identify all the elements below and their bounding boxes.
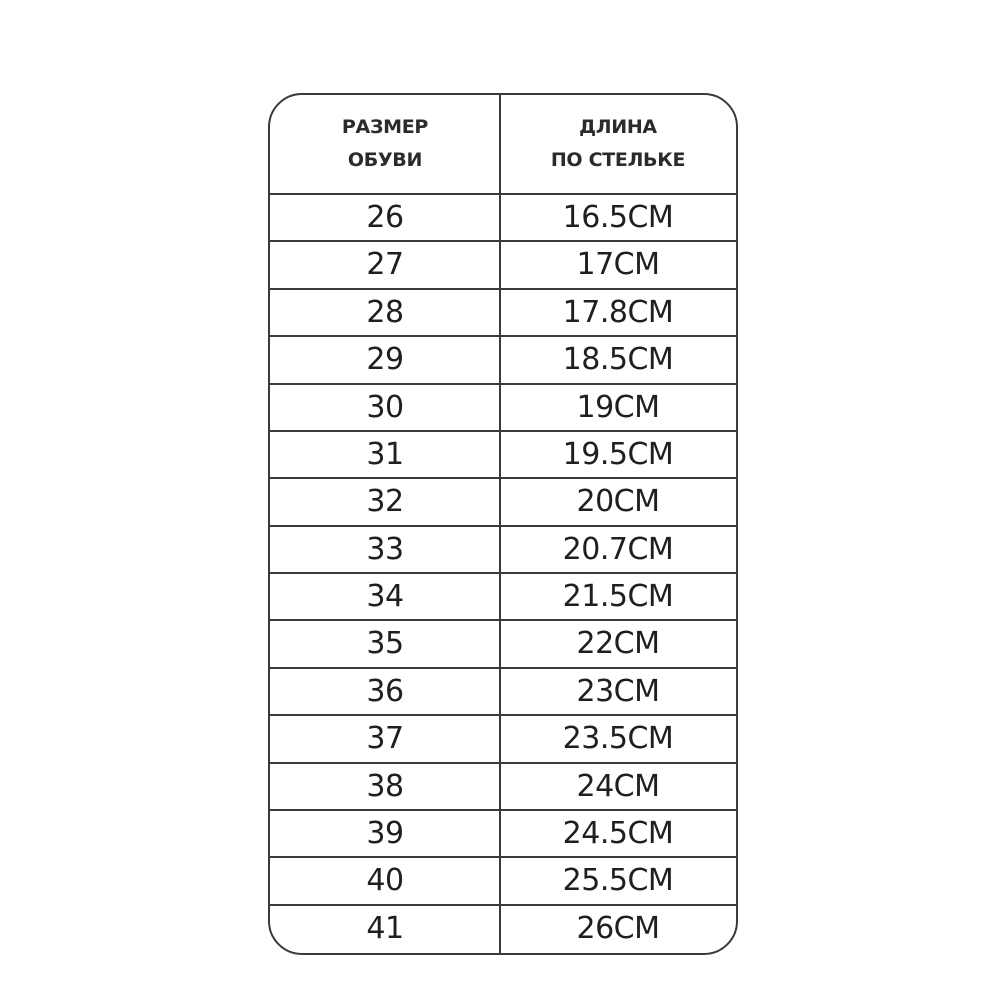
insole-length-cell: 17.8CM [562, 294, 674, 330]
table-row [270, 385, 736, 432]
shoe-size-cell: 29 [366, 342, 404, 378]
table-row [270, 432, 736, 479]
table-row [270, 764, 736, 811]
shoe-size-cell: 35 [366, 626, 404, 662]
insole-length-cell: 25.5CM [562, 863, 674, 899]
insole-length-cell: 16.5CM [562, 200, 674, 235]
shoe-size-cell: 31 [366, 436, 404, 472]
table-row [270, 242, 736, 289]
insole-length-cell: 24.5CM [562, 815, 674, 851]
shoe-size-cell: 34 [366, 579, 404, 614]
insole-length-cell: 24CM [576, 768, 660, 804]
table-row [270, 906, 736, 953]
shoe-size-cell: 41 [366, 910, 404, 946]
table-row [270, 811, 736, 858]
header-insole-length-line-1: ДЛИНА [579, 116, 657, 138]
table-row [270, 527, 736, 574]
table-body [270, 195, 736, 953]
shoe-size-cell: 39 [366, 815, 404, 851]
table-row [270, 195, 736, 242]
header-insole-length-line-2: ПО СТЕЛЬКЕ [550, 149, 686, 171]
insole-length-cell: 21.5CM [562, 579, 674, 614]
insole-length-cell: 20.7CM [562, 531, 674, 567]
table-row [270, 716, 736, 763]
shoe-size-cell: 28 [366, 294, 404, 330]
shoe-size-cell: 27 [366, 247, 404, 283]
insole-length-cell: 26CM [576, 910, 660, 946]
table-row [270, 290, 736, 337]
table-row [270, 858, 736, 905]
insole-length-cell: 19.5CM [562, 436, 674, 472]
insole-length-cell: 19CM [576, 389, 660, 425]
header-shoe-size-line-1: РАЗМЕР [341, 116, 429, 138]
table-row [270, 479, 736, 526]
shoe-size-cell: 33 [366, 531, 404, 567]
table-row [270, 669, 736, 716]
shoe-size-cell: 37 [366, 721, 404, 757]
insole-length-cell: 18.5CM [562, 342, 674, 378]
shoe-size-table [268, 93, 738, 955]
shoe-size-cell: 38 [366, 768, 404, 804]
insole-length-cell: 23CM [576, 673, 660, 709]
table-row [270, 337, 736, 384]
shoe-size-cell: 32 [366, 484, 404, 520]
insole-length-cell: 17CM [576, 247, 660, 283]
header-insole-length [500, 95, 736, 193]
table-row [270, 574, 736, 621]
table-row [270, 621, 736, 668]
shoe-size-cell: 36 [366, 673, 404, 709]
insole-length-cell: 23.5CM [562, 721, 674, 757]
shoe-size-cell: 30 [366, 389, 404, 425]
table-header-row [270, 95, 736, 195]
header-shoe-size-line-2: ОБУВИ [347, 149, 423, 171]
header-shoe-size [270, 95, 500, 193]
shoe-size-cell: 26 [366, 200, 404, 235]
shoe-size-cell: 40 [366, 863, 404, 899]
insole-length-cell: 20CM [576, 484, 660, 520]
insole-length-cell: 22CM [576, 626, 660, 662]
